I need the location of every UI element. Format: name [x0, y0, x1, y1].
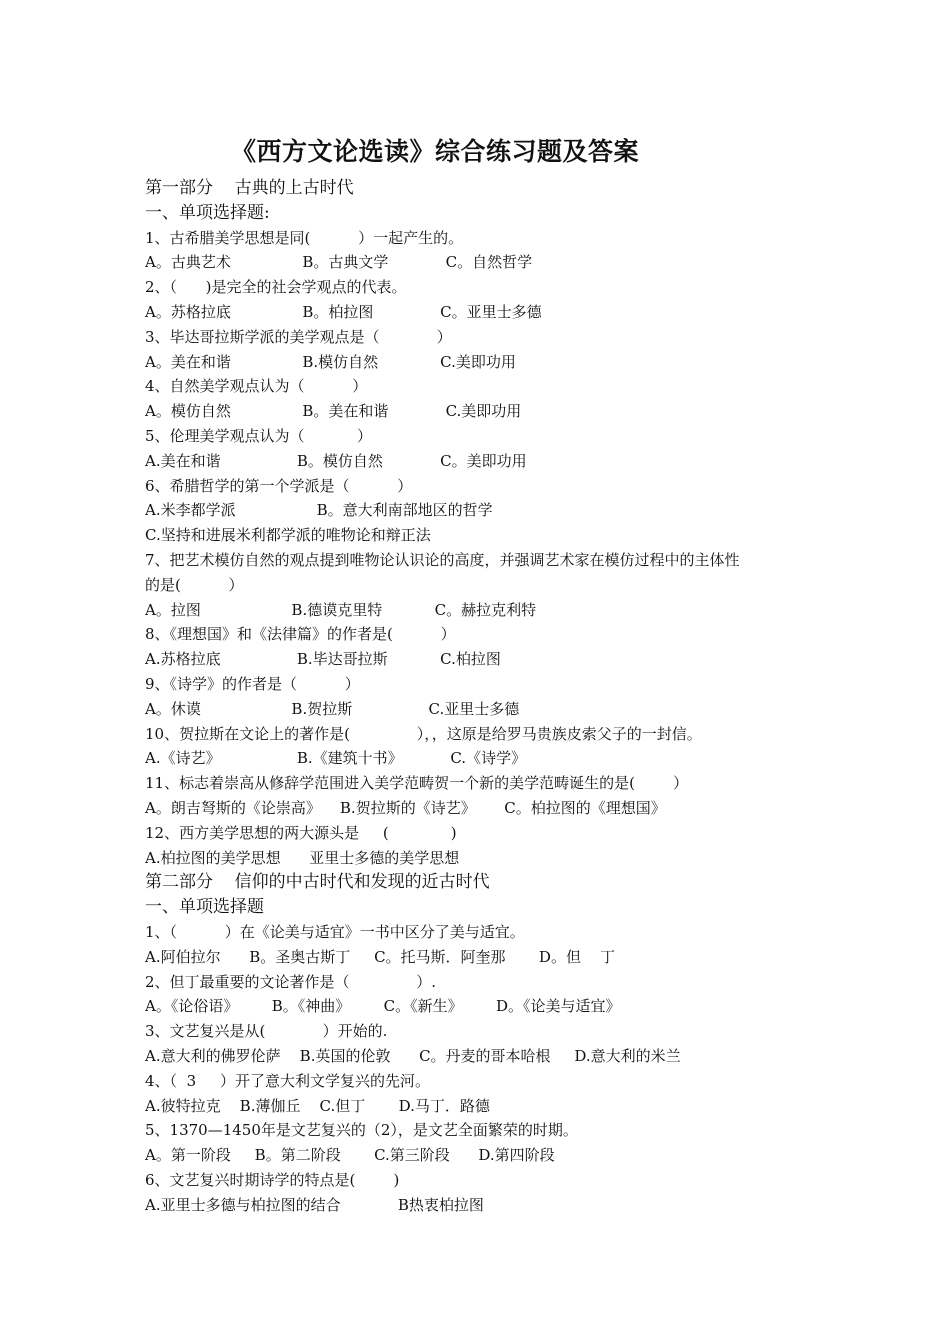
section-heading: 第二部分 信仰的中古时代和发现的近古时代: [145, 872, 490, 893]
section-heading: 一、单项选择题: [145, 897, 264, 918]
question-line: 4、（ 3 ）开了意大利文学复兴的先河。: [145, 1071, 430, 1090]
question-line: 10、贺拉斯在文论上的著作是( ），，这原是给罗马贵族皮索父子的一封信。: [145, 724, 702, 743]
options-line: A.柏拉图的美学思想 亚里士多德的美学思想: [145, 848, 460, 867]
options-line: C.坚持和进展米利都学派的唯物论和辩正法: [145, 526, 431, 545]
question-line: 的是( ）: [145, 575, 244, 594]
section-heading: 一、单项选择题:: [145, 202, 270, 223]
question-line: 12、西方美学思想的两大源头是 ( ): [145, 823, 457, 842]
options-line: A.《诗艺》 B.《建筑十书》 C.《诗学》: [145, 749, 527, 768]
question-line: 1、古希腊美学思想是同( ）一起产生的。: [145, 228, 464, 247]
options-line: A.彼特拉克 B.薄伽丘 C.但丁 D.马丁．路德: [145, 1096, 490, 1115]
options-line: A.米李都学派 B。意大利南部地区的哲学: [145, 501, 493, 520]
question-line: 5、1370—1450年是文艺复兴的（2），是文艺全面繁荣的时期。: [145, 1121, 578, 1140]
question-line: 4、自然美学观点认为（ ）: [145, 377, 368, 396]
options-line: A。《论俗语》 B。《神曲》 C。《新生》 D。《论美与适宜》: [145, 997, 621, 1016]
options-line: A。苏格拉底 B。柏拉图 C。亚里士多德: [145, 303, 542, 321]
question-line: 2、但丁最重要的文论著作是（ ）.: [145, 972, 437, 991]
options-line: A。美在和谐 B.模仿自然 C.美即功用: [145, 352, 516, 371]
options-line: A。模仿自然 B。美在和谐 C.美即功用: [145, 402, 522, 421]
options-line: A.阿伯拉尔 B。圣奥古斯丁 C。托马斯．阿奎那 D。但 丁: [145, 947, 616, 966]
options-line: A。休谟 B.贺拉斯 C.亚里士多德: [145, 699, 520, 718]
options-line: A。古典艺术 B。古典文学 C。自然哲学: [145, 253, 533, 272]
options-line: A.美在和谐 B。模仿自然 C。美即功用: [145, 451, 527, 470]
question-line: 3、文艺复兴是从( ）开始的.: [145, 1022, 388, 1041]
question-line: 7、把艺术模仿自然的观点提到唯物论认识论的高度，并强调艺术家在模仿过程中的主体性: [145, 551, 740, 569]
question-line: 9、《诗学》的作者是（ ）: [145, 675, 360, 693]
question-line: 6、希腊哲学的第一个学派是（ ）: [145, 476, 413, 495]
section-heading: 第一部分 古典的上古时代: [145, 178, 354, 198]
question-line: 5、伦理美学观点认为（ ）: [145, 427, 372, 445]
options-line: A.亚里士多德与柏拉图的结合 B热衷柏拉图: [145, 1195, 484, 1214]
question-line: 11、标志着崇高从修辞学范围进入美学范畴贺一个新的美学范畴诞生的是( ）: [145, 774, 689, 793]
options-line: A。朗吉弩斯的《论崇高》 B.贺拉斯的《诗艺》 C。柏拉图的《理想国》: [145, 799, 666, 817]
options-line: A.苏格拉底 B.毕达哥拉斯 C.柏拉图: [145, 650, 501, 669]
question-line: 8、《理想国》和《法律篇》的作者是( ）: [145, 625, 456, 644]
question-line: 6、文艺复兴时期诗学的特点是( ): [145, 1171, 400, 1189]
options-line: A。拉图 B.德谟克里特 C。赫拉克利特: [145, 600, 537, 619]
question-line: 2、（ )是完全的社会学观点的代表。: [145, 278, 407, 297]
document-title: 《西方文论选读》综合练习题及答案: [230, 137, 639, 166]
question-line: 1、（ ）在《论美与适宜》一书中区分了美与适宜。: [145, 923, 525, 941]
question-line: 3、毕达哥拉斯学派的美学观点是（ ）: [145, 327, 452, 346]
options-line: A。第一阶段 B。第二阶段 C.第三阶段 D.第四阶段: [145, 1146, 555, 1165]
options-line: A.意大利的佛罗伦萨 B.英国的伦敦 C。丹麦的哥本哈根 D.意大利的米兰: [145, 1047, 681, 1065]
